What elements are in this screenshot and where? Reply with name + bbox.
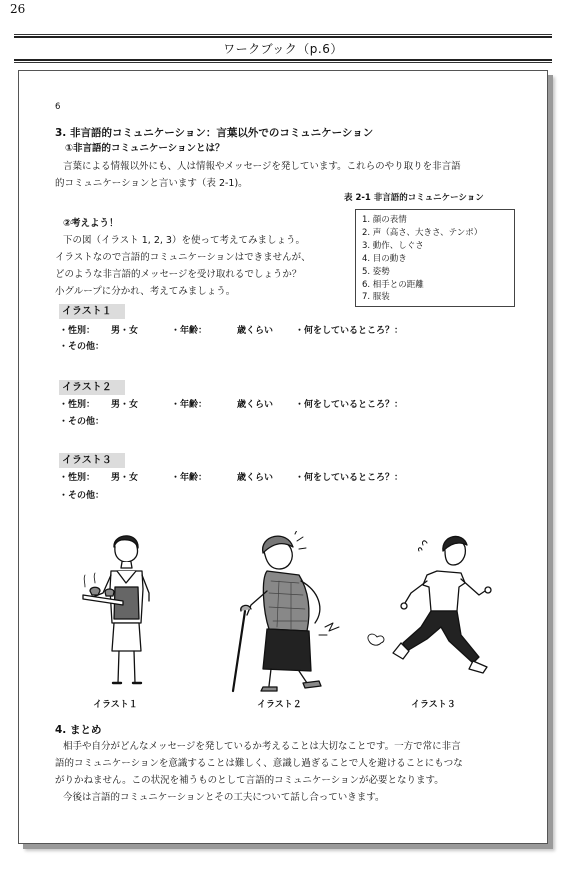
table-item: 7. 服装 (362, 292, 390, 303)
header-rule-bottom (14, 62, 552, 63)
gender-label: ・性別： (59, 473, 96, 483)
age-label: ・年齢： (171, 473, 208, 483)
illustration-label: イラスト３ (59, 453, 125, 468)
section4-para-line: 今後は言語的コミュニケーションとその工夫について話し合っていきます。 (63, 792, 385, 803)
gender-value: 男・女 (111, 400, 139, 410)
section3-para2-line: どのような非言語的メッセージを受け取れるでしょうか？ (55, 269, 302, 280)
section3-para-line: 言葉による情報以外にも、人は情報やメッセージを発しています。これらのやり取りを非言語 (63, 161, 461, 172)
age-label: ・年齢： (171, 326, 208, 336)
age-value: 歳くらい (237, 400, 274, 410)
table-item: 5. 姿勢 (362, 266, 390, 277)
section4-para-line: 語的コミュニケーションを意識することは難しく、意識し過ぎることで人を避けることにもつな (55, 758, 463, 769)
section3-para-line: 的コミュニケーションと言います（表 2-1)。 (55, 178, 248, 189)
header-rule-bottom-thick (14, 59, 552, 61)
figure-caption: イラスト３ (411, 700, 456, 710)
table-item: 4. 目の動き (362, 253, 407, 264)
illustration-label: イラスト１ (59, 304, 125, 319)
header-rule-top-thick (14, 36, 552, 38)
elderly-woman-illustration (211, 531, 351, 696)
gender-value: 男・女 (111, 326, 139, 336)
table-item: 3. 動作、しぐさ (362, 240, 424, 251)
waitress-illustration (81, 531, 171, 691)
activity-label: ・何をしているところ？： (295, 326, 404, 336)
illustration-label: イラスト２ (59, 380, 125, 395)
gender-label: ・性別： (59, 400, 96, 410)
table-caption: 表 2-1 非言語的コミュニケーション (344, 193, 484, 203)
outer-page-number: 26 (10, 2, 26, 16)
table-item: 1. 顔の表情 (362, 215, 407, 225)
section4-heading: 4. まとめ (55, 724, 102, 736)
inner-page-number: 6 (55, 102, 61, 112)
other-label: ・その他： (59, 417, 105, 427)
nonverbal-table (355, 209, 515, 307)
page-title: ワークブック（p.6） (223, 42, 343, 56)
section3-para2-line: 小グループに分かれ、考えてみましょう。 (55, 286, 236, 297)
section4-para-line: 相手や自分がどんなメッセージを発しているか考えることは大切なことです。一方で常に非言 (63, 741, 461, 752)
figure-caption: イラスト１ (93, 700, 138, 710)
running-man-illustration (361, 531, 501, 691)
section3-para2-line: 下の図（イラスト 1, 2, 3）を使って考えてみましょう。 (63, 235, 305, 246)
age-value: 歳くらい (237, 473, 274, 483)
section4-para-line: がりかねません。この状況を補うものとして言語的コミュニケーションが必要となります。 (55, 775, 444, 786)
other-label: ・その他： (59, 491, 105, 501)
other-label: ・その他： (59, 342, 105, 352)
age-value: 歳くらい (237, 326, 274, 336)
section3-sub1: ①非言語的コミュニケーションとは？ (65, 143, 225, 154)
table-item: 2. 声（高さ、大きさ、テンポ） (362, 227, 483, 238)
gender-label: ・性別： (59, 326, 96, 336)
workbook-page (18, 70, 548, 844)
header-rule-top (14, 34, 552, 35)
activity-label: ・何をしているところ？： (295, 473, 404, 483)
figure-caption: イラスト２ (257, 700, 302, 710)
age-label: ・年齢： (171, 400, 208, 410)
gender-value: 男・女 (111, 473, 139, 483)
section3-para2-line: イラストなので言語的コミュニケーションはできませんが、 (55, 252, 311, 263)
table-item: 6. 相手との距離 (362, 279, 424, 290)
section3-heading: 3. 非言語的コミュニケーション：言葉以外でのコミュニケーション (55, 127, 374, 139)
section3-sub2: ②考えよう！ (63, 218, 119, 229)
activity-label: ・何をしているところ？： (295, 400, 404, 410)
